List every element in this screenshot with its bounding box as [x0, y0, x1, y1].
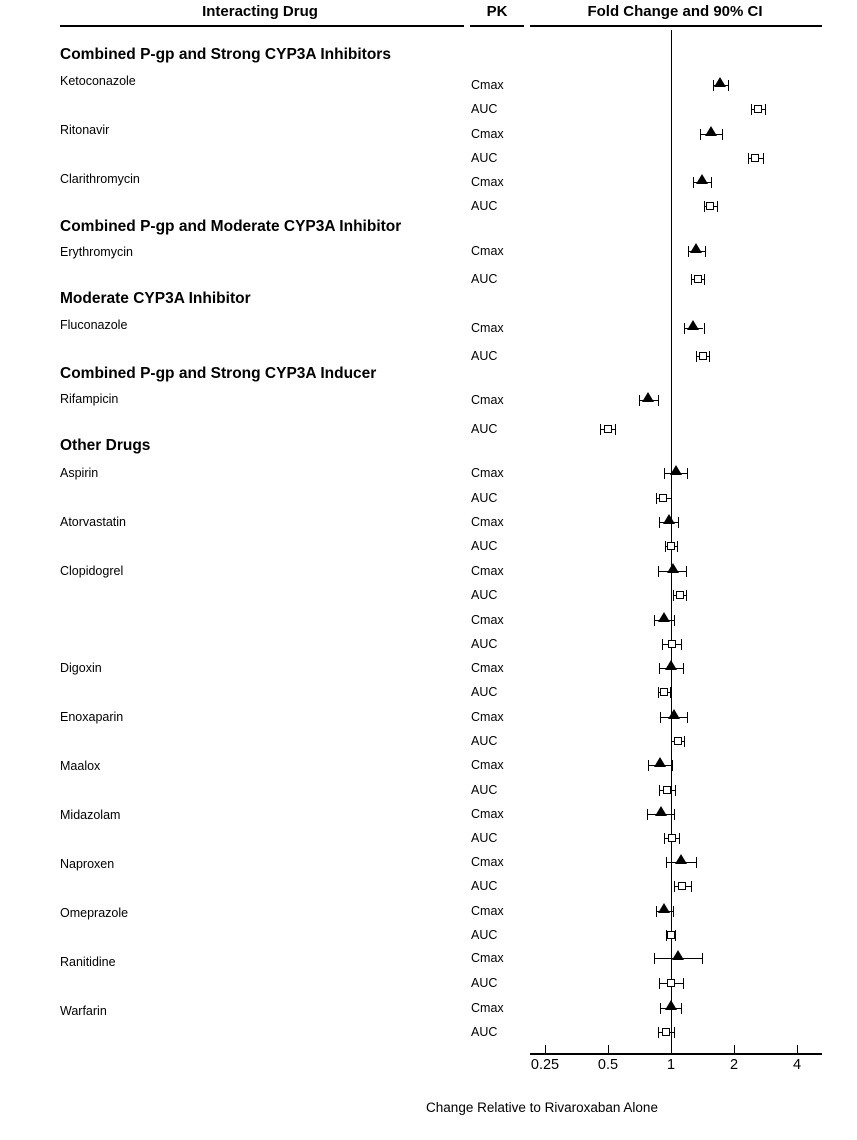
point-estimate-square: [604, 425, 612, 433]
ci-cap-upper: [717, 201, 718, 212]
group-heading: Combined P-gp and Moderate CYP3A Inhibitor: [60, 218, 402, 235]
drug-name-label: Clopidogrel: [60, 564, 124, 578]
ci-cap-lower: [648, 760, 649, 771]
point-estimate-square: [660, 688, 668, 696]
ci-cap-upper: [691, 881, 692, 892]
pk-label: Cmax: [471, 244, 504, 258]
header-rule-middle: [470, 25, 524, 27]
ci-cap-upper: [683, 978, 684, 989]
ci-cap-upper: [696, 857, 697, 868]
pk-label: AUC: [471, 734, 498, 748]
x-axis-tick-label: 2: [729, 1057, 739, 1073]
point-estimate-square: [663, 786, 671, 794]
pk-label: Cmax: [471, 321, 504, 335]
drug-name-label: Midazolam: [60, 808, 121, 822]
point-estimate-square: [674, 737, 682, 745]
pk-label: Cmax: [471, 393, 504, 407]
pk-label: AUC: [471, 272, 498, 286]
point-estimate-triangle: [690, 243, 702, 253]
point-estimate-square: [706, 202, 714, 210]
ci-cap-lower: [658, 1027, 659, 1038]
x-axis-tick-label: 0.5: [597, 1057, 619, 1073]
pk-label: Cmax: [471, 661, 504, 675]
ci-cap-upper: [674, 1027, 675, 1038]
ci-cap-lower: [688, 246, 689, 257]
point-estimate-triangle: [658, 903, 670, 913]
point-estimate-square: [662, 1028, 670, 1036]
drug-name-label: Enoxaparin: [60, 710, 124, 724]
ci-cap-lower: [639, 395, 640, 406]
x-axis-tick-label: 0.25: [530, 1057, 560, 1073]
ci-cap-lower: [748, 153, 749, 164]
point-estimate-triangle: [705, 126, 717, 136]
ci-cap-upper: [615, 424, 616, 435]
point-estimate-triangle: [642, 392, 654, 402]
point-estimate-triangle: [675, 854, 687, 864]
point-estimate-square: [667, 979, 675, 987]
ci-cap-lower: [664, 468, 665, 479]
ci-cap-lower: [647, 809, 648, 820]
ci-cap-upper: [705, 246, 706, 257]
ci-cap-lower: [658, 687, 659, 698]
pk-label: AUC: [471, 879, 498, 893]
ci-cap-upper: [675, 785, 676, 796]
drug-name-label: Aspirin: [60, 466, 99, 480]
ci-cap-upper: [658, 395, 659, 406]
ci-cap-upper: [681, 639, 682, 650]
drug-name-label: Ritonavir: [60, 123, 110, 137]
point-estimate-triangle: [654, 757, 666, 767]
point-estimate-square: [659, 494, 667, 502]
ci-cap-upper: [677, 541, 678, 552]
ci-cap-lower: [674, 881, 675, 892]
ci-cap-upper: [704, 274, 705, 285]
pk-label: AUC: [471, 199, 498, 213]
point-estimate-square: [667, 931, 675, 939]
point-estimate-triangle: [672, 950, 684, 960]
ci-cap-lower: [659, 785, 660, 796]
x-axis-tick: [545, 1045, 546, 1053]
pk-label: AUC: [471, 349, 498, 363]
x-axis-tick-label: 4: [792, 1057, 802, 1073]
point-estimate-square: [678, 882, 686, 890]
point-estimate-triangle: [667, 563, 679, 573]
pk-label: Cmax: [471, 758, 504, 772]
pk-label: Cmax: [471, 515, 504, 529]
pk-label: Cmax: [471, 855, 504, 869]
pk-label: Cmax: [471, 613, 504, 627]
point-estimate-triangle: [696, 174, 708, 184]
pk-label: AUC: [471, 422, 498, 436]
pk-label: Cmax: [471, 78, 504, 92]
ci-cap-upper: [722, 129, 723, 140]
ci-cap-lower: [658, 566, 659, 577]
point-estimate-triangle: [655, 806, 667, 816]
ci-cap-lower: [691, 274, 692, 285]
pk-label: AUC: [471, 831, 498, 845]
pk-label: AUC: [471, 102, 498, 116]
ci-cap-lower: [751, 104, 752, 115]
ci-cap-upper: [728, 80, 729, 91]
pk-label: AUC: [471, 637, 498, 651]
ci-cap-upper: [674, 615, 675, 626]
drug-name-label: Clarithromycin: [60, 172, 140, 186]
ci-cap-lower: [654, 615, 655, 626]
x-axis-tick: [671, 1045, 672, 1053]
column-header-interacting-drug: Interacting Drug: [202, 3, 318, 20]
point-estimate-triangle: [665, 660, 677, 670]
drug-name-label: Warfarin: [60, 1004, 107, 1018]
pk-label: AUC: [471, 151, 498, 165]
point-estimate-triangle: [665, 1000, 677, 1010]
ci-cap-upper: [702, 953, 703, 964]
pk-label: Cmax: [471, 175, 504, 189]
ci-cap-lower: [662, 639, 663, 650]
ci-cap-lower: [654, 953, 655, 964]
x-axis-tick: [797, 1045, 798, 1053]
pk-label: AUC: [471, 491, 498, 505]
drug-name-label: Naproxen: [60, 857, 115, 871]
x-axis-caption: [0, 1100, 857, 1115]
ci-cap-upper: [763, 153, 764, 164]
point-estimate-square: [676, 591, 684, 599]
ci-cap-lower: [659, 978, 660, 989]
ci-cap-upper: [686, 590, 687, 601]
ci-cap-lower: [664, 833, 665, 844]
pk-label: AUC: [471, 783, 498, 797]
pk-label: AUC: [471, 588, 498, 602]
pk-label: Cmax: [471, 807, 504, 821]
pk-label: AUC: [471, 928, 498, 942]
point-estimate-triangle: [670, 465, 682, 475]
x-axis-tick: [608, 1045, 609, 1053]
drug-name-label: Atorvastatin: [60, 515, 127, 529]
ci-cap-upper: [673, 906, 674, 917]
ci-cap-upper: [686, 566, 687, 577]
drug-name-label: Maalox: [60, 759, 101, 773]
point-estimate-square: [668, 640, 676, 648]
point-estimate-square: [694, 275, 702, 283]
point-estimate-triangle: [687, 320, 699, 330]
ci-cap-upper: [681, 1003, 682, 1014]
group-heading: Combined P-gp and Strong CYP3A Inhibitors: [60, 46, 391, 63]
ci-cap-upper: [670, 687, 671, 698]
group-heading: Other Drugs: [60, 437, 151, 454]
ci-cap-lower: [700, 129, 701, 140]
pk-label: AUC: [471, 976, 498, 990]
drug-name-label: Fluconazole: [60, 318, 128, 332]
group-heading: Moderate CYP3A Inhibitor: [60, 290, 251, 307]
ci-cap-upper: [709, 351, 710, 362]
x-axis-tick: [734, 1045, 735, 1053]
ci-cap-lower: [660, 712, 661, 723]
ci-cap-lower: [696, 351, 697, 362]
point-estimate-square: [699, 352, 707, 360]
ci-cap-lower: [671, 736, 672, 747]
ci-cap-upper: [683, 663, 684, 674]
ci-cap-lower: [704, 201, 705, 212]
ci-cap-upper: [687, 468, 688, 479]
header-rule-left: [60, 25, 464, 27]
point-estimate-triangle: [663, 514, 675, 524]
point-estimate-square: [667, 542, 675, 550]
point-estimate-triangle: [658, 612, 670, 622]
ci-cap-lower: [659, 663, 660, 674]
point-estimate-square: [751, 154, 759, 162]
pk-label: Cmax: [471, 951, 504, 965]
ci-cap-lower: [656, 906, 657, 917]
drug-name-label: Omeprazole: [60, 906, 129, 920]
ci-cap-upper: [675, 930, 676, 941]
pk-label: Cmax: [471, 904, 504, 918]
ci-cap-lower: [684, 323, 685, 334]
drug-name-label: Ketoconazole: [60, 74, 136, 88]
ci-cap-lower: [666, 857, 667, 868]
pk-label: Cmax: [471, 127, 504, 141]
drug-name-label: Rifampicin: [60, 392, 119, 406]
x-axis-caption-text: Change Relative to Rivaroxaban Alone: [426, 1100, 658, 1115]
ci-cap-upper: [678, 517, 679, 528]
pk-label: AUC: [471, 539, 498, 553]
point-estimate-triangle: [668, 709, 680, 719]
ci-cap-upper: [672, 760, 673, 771]
ci-cap-upper: [704, 323, 705, 334]
ci-cap-upper: [671, 493, 672, 504]
ci-cap-upper: [711, 177, 712, 188]
ci-cap-lower: [659, 517, 660, 528]
ci-cap-upper: [684, 736, 685, 747]
point-estimate-triangle: [714, 77, 726, 87]
drug-name-label: Ranitidine: [60, 955, 116, 969]
drug-name-label: Digoxin: [60, 661, 102, 675]
column-header-pk: PK: [486, 3, 508, 20]
pk-label: Cmax: [471, 466, 504, 480]
group-heading: Combined P-gp and Strong CYP3A Inducer: [60, 365, 377, 382]
ci-cap-upper: [765, 104, 766, 115]
pk-label: AUC: [471, 685, 498, 699]
header-rule-right: [530, 25, 822, 27]
point-estimate-square: [668, 834, 676, 842]
pk-label: AUC: [471, 1025, 498, 1039]
x-axis-line: [530, 1053, 822, 1055]
pk-label: Cmax: [471, 710, 504, 724]
column-header-fold-change: Fold Change and 90% CI: [587, 3, 763, 20]
drug-name-label: Erythromycin: [60, 245, 133, 259]
ci-cap-lower: [600, 424, 601, 435]
x-axis-tick-label: 1: [666, 1057, 676, 1073]
pk-label: Cmax: [471, 564, 504, 578]
ci-cap-upper: [687, 712, 688, 723]
ci-cap-lower: [693, 177, 694, 188]
ci-cap-upper: [674, 809, 675, 820]
ci-cap-lower: [660, 1003, 661, 1014]
ci-cap-lower: [656, 493, 657, 504]
ci-cap-upper: [679, 833, 680, 844]
point-estimate-square: [754, 105, 762, 113]
pk-label: Cmax: [471, 1001, 504, 1015]
ci-cap-lower: [673, 590, 674, 601]
